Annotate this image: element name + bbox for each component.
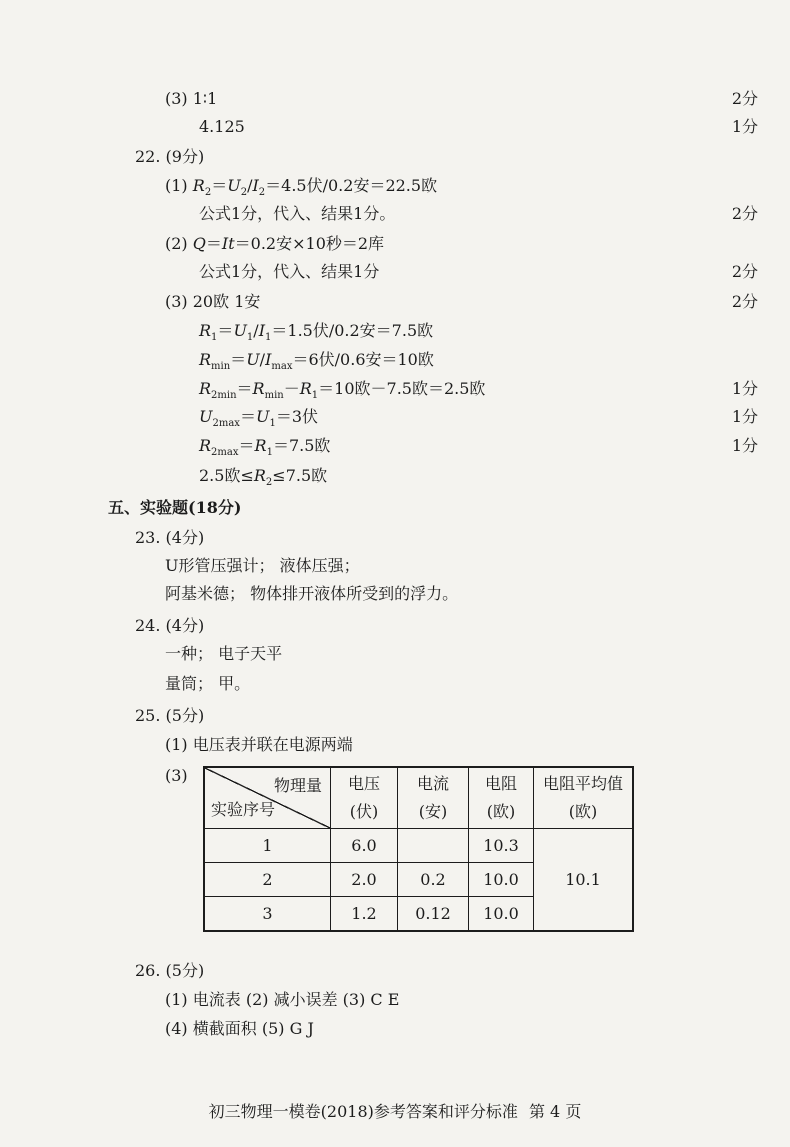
q22-item1-label: (1) xyxy=(165,176,188,195)
footer-title: 初三物理一模卷(2018)参考答案和评分标准 xyxy=(208,1102,518,1121)
q25-item1-text: (1) 电压表并联在电源两端 xyxy=(165,735,353,754)
q22-item1-score: 2分 xyxy=(731,204,758,223)
formula-rest: ＝0.2安×10秒＝2库 xyxy=(234,234,385,253)
cell-trial-no: 3 xyxy=(204,897,331,932)
q25-title xyxy=(0,702,790,730)
symbol-r: R xyxy=(199,321,212,340)
q21-item3-text: (3) 1∶1 xyxy=(165,89,218,108)
q24-line2-text: 量筒； 甲。 xyxy=(165,674,251,693)
q22-item2-note xyxy=(0,258,790,286)
symbol-r: R xyxy=(252,379,265,398)
header-current-label: 电流 xyxy=(416,774,449,793)
q22-step4 xyxy=(0,403,790,431)
symbol-q: Q xyxy=(192,234,206,253)
formula-rest: ＝7.5欧 xyxy=(272,436,331,455)
subscript: 1 xyxy=(311,390,319,402)
header-quantity: 物理量 xyxy=(273,776,322,795)
cell-trial-no: 2 xyxy=(204,863,331,897)
header-resistance-unit: (欧) xyxy=(486,802,516,821)
formula-rest: ＝3伏 xyxy=(275,407,318,426)
q22-item1-formula xyxy=(165,172,437,200)
symbol-u: U xyxy=(199,407,213,426)
symbol-u: U xyxy=(255,407,270,426)
equals: ＝ xyxy=(230,350,247,369)
q22-item1 xyxy=(0,172,790,200)
cell-current: 0.2 xyxy=(398,863,469,897)
range-high: ≤7.5欧 xyxy=(272,466,328,485)
subscript: min xyxy=(211,361,231,373)
range-low: 2.5欧≤ xyxy=(199,466,254,485)
equals: ＝ xyxy=(236,379,253,398)
slash: / xyxy=(253,321,259,340)
formula-rest: ＝10欧－7.5欧＝2.5欧 xyxy=(318,379,486,398)
q23-line1-text: U形管压强计； 液体压强； xyxy=(165,556,360,575)
header-voltage-label: 电压 xyxy=(347,774,380,793)
q22-item1-note-text: 公式1分，代入、结果1分。 xyxy=(199,204,396,223)
header-trial-no: 实验序号 xyxy=(211,800,276,819)
experiment-table xyxy=(203,766,634,932)
q22-step3-score: 1分 xyxy=(731,379,758,398)
cell-average: 10.1 xyxy=(534,829,634,932)
q22-title xyxy=(0,143,790,171)
subscript: 1 xyxy=(266,447,273,459)
q24-title xyxy=(0,612,790,640)
q24-line1-text: 一种； 电子天平 xyxy=(165,644,283,663)
equals: ＝ xyxy=(205,234,222,253)
table-row xyxy=(204,829,633,863)
header-average xyxy=(534,767,634,829)
q26-line1 xyxy=(0,986,790,1014)
symbol-i: I xyxy=(265,350,272,369)
table-diagonal-header xyxy=(204,767,331,829)
subscript: 1 xyxy=(246,332,254,344)
q25-title-text: 25. (5分) xyxy=(135,706,205,725)
q22-step1-formula xyxy=(199,317,433,345)
q23-line2 xyxy=(0,580,790,608)
header-resistance-label: 电阻 xyxy=(484,774,517,793)
q22-step4-score: 1分 xyxy=(731,407,758,426)
subscript: 2min xyxy=(211,390,237,402)
q24-line2 xyxy=(0,670,790,698)
symbol-r: R xyxy=(254,436,267,455)
subscript: 2 xyxy=(204,187,212,199)
q22-step6 xyxy=(0,462,790,490)
q22-item2-score: 2分 xyxy=(731,262,758,281)
cell-voltage: 1.2 xyxy=(331,897,398,932)
equals: ＝ xyxy=(238,436,255,455)
cell-current xyxy=(398,829,469,863)
cell-resistance: 10.3 xyxy=(469,829,534,863)
section5-heading xyxy=(0,494,790,522)
q22-step3 xyxy=(0,375,790,403)
subscript: 1 xyxy=(265,332,272,344)
q22-step5-score: 1分 xyxy=(731,436,758,455)
cell-trial-no: 1 xyxy=(204,829,331,863)
q22-step3-formula xyxy=(199,375,485,403)
symbol-u: U xyxy=(227,176,241,195)
subscript: 2 xyxy=(240,187,248,199)
q25-item3-label: (3) xyxy=(165,766,188,785)
q22-item2-label: (2) xyxy=(165,234,188,253)
q21-item3 xyxy=(0,85,790,113)
q25-item1 xyxy=(0,731,790,759)
q22-item2-formula xyxy=(165,230,384,258)
header-voltage-unit: (伏) xyxy=(349,802,379,821)
q22-item3-text: (3) 20欧 1安 xyxy=(165,292,261,311)
q23-title-text: 23. (4分) xyxy=(135,528,205,547)
q26-line1-text: (1) 电流表 (2) 减小误差 (3) C E xyxy=(165,990,400,1009)
symbol-r: R xyxy=(192,176,205,195)
footer-page-number: 第 4 页 xyxy=(528,1102,582,1121)
subscript: 2max xyxy=(211,447,239,459)
q26-title-text: 26. (5分) xyxy=(135,961,205,980)
q22-item1-note xyxy=(0,200,790,228)
symbol-r: R xyxy=(199,436,212,455)
q21-value-text: 4.125 xyxy=(199,117,245,136)
header-average-unit: (欧) xyxy=(568,802,598,821)
symbol-r: R xyxy=(199,379,212,398)
cell-voltage: 6.0 xyxy=(331,829,398,863)
formula-rest: ＝1.5伏/0.2安＝7.5欧 xyxy=(271,321,434,340)
q22-step2 xyxy=(0,346,790,374)
subscript: 1 xyxy=(211,332,218,344)
subscript: 2 xyxy=(265,477,273,489)
q23-title xyxy=(0,524,790,552)
slash: / xyxy=(247,176,253,195)
symbol-it: It xyxy=(221,234,235,253)
q22-step6-formula xyxy=(199,462,327,490)
symbol-u: U xyxy=(233,321,247,340)
minus: － xyxy=(283,379,300,398)
symbol-r: R xyxy=(253,466,266,485)
cell-voltage: 2.0 xyxy=(331,863,398,897)
symbol-r: R xyxy=(299,379,312,398)
q26-line2-text: (4) 横截面积 (5) G J xyxy=(165,1019,314,1038)
subscript: max xyxy=(271,361,293,373)
q22-step1 xyxy=(0,317,790,345)
subscript: 2max xyxy=(212,418,240,430)
header-average-label: 电阻平均值 xyxy=(542,774,623,793)
q23-line2-text: 阿基米德； 物体排开液体所受到的浮力。 xyxy=(165,584,459,603)
q22-item3 xyxy=(0,288,790,316)
q24-line1 xyxy=(0,640,790,668)
q22-title-text: 22. (9分) xyxy=(135,147,205,166)
subscript: min xyxy=(264,390,284,402)
q22-step5-formula xyxy=(199,432,330,460)
equals: ＝ xyxy=(211,176,228,195)
table-header-row xyxy=(204,767,633,829)
equals: ＝ xyxy=(239,407,256,426)
q26-title xyxy=(0,957,790,985)
cell-resistance: 10.0 xyxy=(469,863,534,897)
header-current-unit: (安) xyxy=(418,802,448,821)
section5-title: 五、实验题(18分) xyxy=(108,498,242,517)
q22-item2 xyxy=(0,230,790,258)
symbol-r: R xyxy=(199,350,212,369)
equals: ＝ xyxy=(217,321,234,340)
symbol-u: U xyxy=(246,350,260,369)
slash: / xyxy=(259,350,266,369)
cell-current: 0.12 xyxy=(398,897,469,932)
formula-rest: ＝4.5伏/0.2安＝22.5欧 xyxy=(265,176,438,195)
q21-item3-score: 2分 xyxy=(731,89,758,108)
q26-line2 xyxy=(0,1015,790,1043)
symbol-i: I xyxy=(252,176,259,195)
q24-title-text: 24. (4分) xyxy=(135,616,205,635)
q22-item3-score: 2分 xyxy=(731,292,758,311)
symbol-i: I xyxy=(258,321,266,340)
subscript: 1 xyxy=(269,418,276,430)
q22-item2-note-text: 公式1分，代入、结果1分 xyxy=(199,262,380,281)
header-voltage xyxy=(331,767,398,829)
q21-value xyxy=(0,113,790,141)
q23-line1 xyxy=(0,552,790,580)
header-resistance xyxy=(469,767,534,829)
q22-step5 xyxy=(0,432,790,460)
cell-resistance: 10.0 xyxy=(469,897,534,932)
page-footer xyxy=(0,1099,790,1122)
q22-step2-formula xyxy=(199,346,434,374)
q22-step4-formula xyxy=(199,403,318,431)
q21-value-score: 1分 xyxy=(731,117,758,136)
formula-rest: ＝6伏/0.6安＝10欧 xyxy=(292,350,434,369)
subscript: 2 xyxy=(258,187,266,199)
header-current xyxy=(398,767,469,829)
